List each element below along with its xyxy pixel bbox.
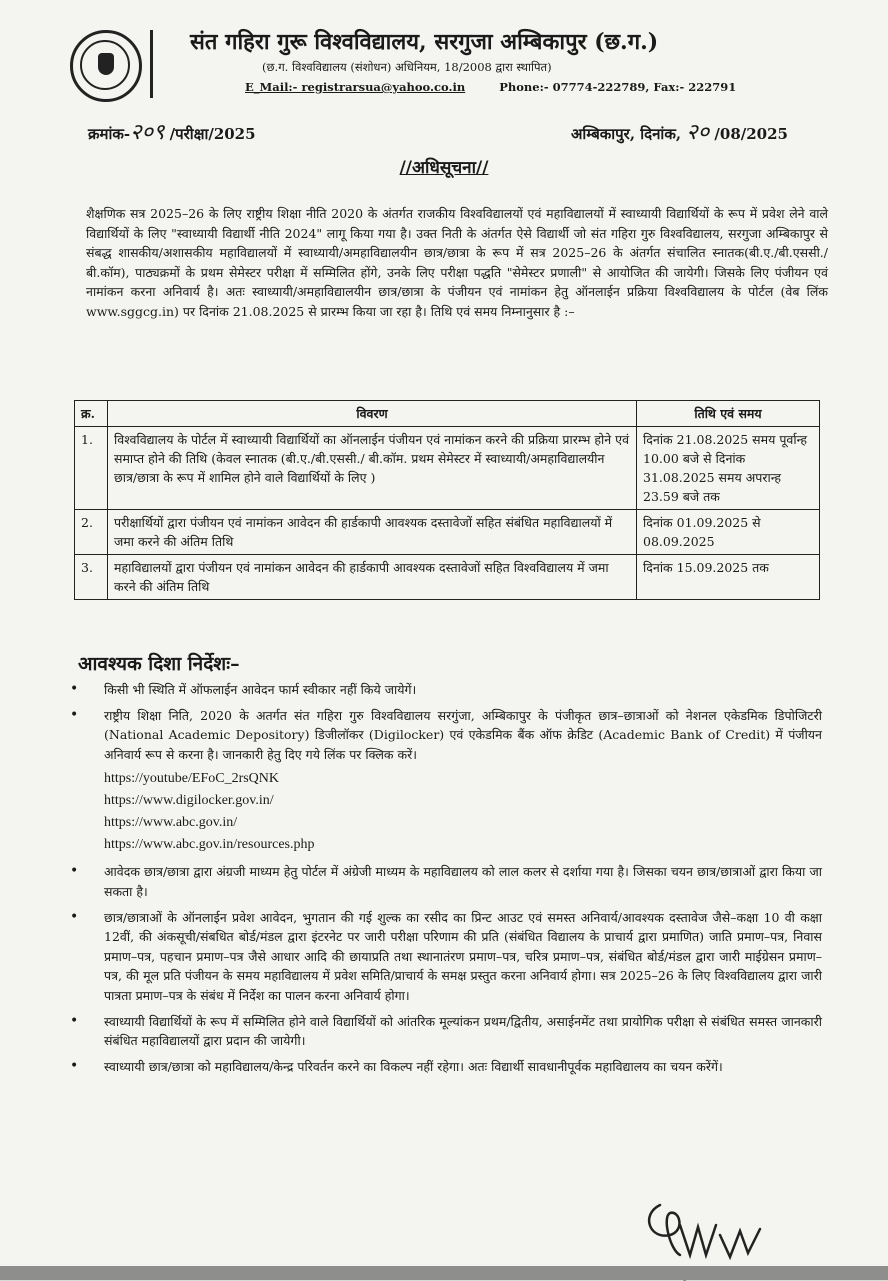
row-date: दिनांक 21.08.2025 समय पूर्वान्ह 10.00 बजे से दिनांक 31.08.2025 समय अपरान्ह 23.59 बजे तक bbox=[637, 427, 820, 510]
row-date: दिनांक 15.09.2025 तक bbox=[637, 555, 820, 600]
reference-number: क्रमांक-२०९ /परीक्षा/2025 bbox=[88, 120, 256, 145]
bullet-icon: • bbox=[70, 706, 79, 723]
guideline-text: स्वाध्यायी विद्यार्थियों के रूप में सम्मिलित होने वाले विद्यार्थियों को आंतरिक मूल्यांकन प्रथम/द्वितीय, असाईनमेंट तथा प्रायोगिक परीक्षा से संबंधित समस्त जानकारी संबंधित महाविद्यालयों द्वारा प्रदान की जायेगी। bbox=[104, 1013, 822, 1049]
guidelines-list bbox=[70, 680, 822, 1082]
abc-link[interactable]: https://www.abc.gov.in/ bbox=[104, 815, 238, 831]
list-item bbox=[70, 680, 822, 700]
abc-resources-link[interactable]: https://www.abc.gov.in/resources.php bbox=[104, 837, 315, 853]
digilocker-link[interactable]: https://www.digilocker.gov.in/ bbox=[104, 793, 274, 809]
reference-line bbox=[88, 116, 788, 146]
bullet-icon: • bbox=[70, 1012, 79, 1029]
youtube-link[interactable]: https://youtube/EFoC_2rsQNK bbox=[104, 771, 280, 787]
schedule-table bbox=[74, 400, 820, 600]
list-item bbox=[70, 908, 822, 1006]
letterhead bbox=[0, 0, 888, 100]
header-divider bbox=[150, 30, 153, 98]
row-detail: महाविद्यालयों द्वारा पंजीयन एवं नामांकन आवेदन की हार्डकापी आवश्यक दस्तावेजों सहित विश्वविद्यालय में जमा करने की अंतिम तिथि bbox=[108, 555, 637, 600]
place-date: अम्बिकापुर, दिनांक, २० /08/2025 bbox=[570, 120, 788, 145]
list-item bbox=[70, 1057, 822, 1077]
intro-paragraph: शैक्षणिक सत्र 2025–26 के लिए राष्ट्रीय शिक्षा नीति 2020 के अंतर्गत राजकीय विश्वविद्यालयों एवं महाविद्यालयों में स्वाध्यायी विद्यार्थियों के रूप में प्रवेश लेने वाले विद्यार्थियों के लिए "स्वाध्यायी विद्यार्थी नीति 2024" लागू किया गया है। उक्त निती के अंतर्गत ऐसे विद्यार्थी जो संत गहिरा गुरु विश्वविद्यालय, सरगुजा अम्बिकापुर से संबद्ध शासकीय/अशासकीय महाविद्यालयों में स्वाध्यायी/अमहाविद्यालयीन छात्र/छात्रा के रूप में सत्र 2025–26 के अंतर्गत संचालित स्नातक(बी.ए./बी.एससी./बी.कॉम), पाठ्यक्रमों के प्रथम सेमेस्टर परीक्षा में सम्मिलित होंगे, उनके लिए परीक्षा पद्धति "सेमेस्टर प्रणाली" से आयोजित की जायेगी। जिसके लिए पंजीयन एवं नामांकन करना अनिवार्य है। अतः स्वाध्यायी/अमहाविद्यालयीन छात्र/छात्रा के पंजीयन एवं नामांकन हेतु ऑनलाईन प्रक्रिया विश्वविद्यालय के पोर्टल (वेब लिंक www.sggcg.in) पर दिनांक 21.08.2025 से प्रारम्भ किया जा रहा है। तिथि एवं समय निम्नानुसार है :– bbox=[86, 206, 828, 319]
notice-title: //अधिसूचना// bbox=[399, 158, 489, 178]
row-detail: विश्वविद्यालय के पोर्टल में स्वाध्यायी विद्यार्थियों का ऑनलाईन पंजीयन एवं नामांकन करने की प्रक्रिया प्रारम्भ होने एवं समाप्त होने की तिथि (केवल स्नातक (बी.ए./बी.एससी./ बी.कॉम. प्रथम सेमेस्टर में स्वाध्यायी/अमहाविद्यालयीन छात्र/छात्रा के रूप में शामिल होने वाले विद्यार्थियों के लिए ) bbox=[108, 427, 637, 510]
university-seal-icon bbox=[70, 30, 142, 102]
guidelines-heading: आवश्यक दिशा निर्देशः– bbox=[78, 653, 240, 675]
email[interactable]: E_Mail:- registrarsua@yahoo.co.in bbox=[245, 80, 466, 94]
table-header-row bbox=[75, 401, 820, 427]
bullet-icon: • bbox=[70, 1057, 79, 1074]
page-bottom-band bbox=[0, 1266, 888, 1280]
bullet-icon: • bbox=[70, 863, 79, 880]
table-row bbox=[75, 427, 820, 510]
signature-icon bbox=[640, 1195, 780, 1265]
list-item bbox=[70, 1012, 822, 1051]
guideline-text: आवेदक छात्र/छात्रा द्वारा अंग्रजी माध्यम हेतु पोर्टल में अंग्रेजी माध्यम के महाविद्यालय को लाल कलर से दर्शाया गया है। जिसका चयन छात्र/छात्राओं द्वारा किया जा सकता है। bbox=[104, 864, 822, 899]
phone-fax: Phone:- 07774-222789, Fax:- 222791 bbox=[499, 80, 737, 94]
guideline-text: छात्र/छात्राओं के ऑनलाईन प्रवेश आवेदन, भुगतान की गई शुल्क का रसीद का प्रिन्ट आउट एवं समस्त अनिवार्य/आवश्यक दस्तावेज जैसे–कक्षा 10 वी कक्षा 12वीं, की अंकसूची/संबधित बोर्ड/मंडल द्वारा इंटरनेट पर जारी परीक्षा परिणाम की प्रति (संबंधित विद्यालय के प्राचार्य द्वारा प्रमाणित) जाति प्रमाण–पत्र, निवास प्रमाण–पत्र, पहचान प्रमाण–पत्र जैसे आधार आदि की छायाप्रति तथा स्थानातंरण प्रमाण–पत्र, चरित्र प्रमाण–पत्र, संबंधित बोर्ड/मंडल द्वारा जारी माईग्रेसन प्रमाण–पत्र, की मूल प्रति पंजीयन के समय महाविद्यालय में प्रवेश समिति/प्राचार्य के समक्ष प्रस्तुत करना अनिवार्य होगा। सत्र 2025–26 के लिए विश्वविद्यालय द्वारा जारी पात्रता प्रमाण–पत्र के संबंध में निर्देश का पालन करना अनिवार्य होगा। bbox=[104, 909, 822, 1003]
table-row bbox=[75, 555, 820, 600]
row-number: 3. bbox=[75, 555, 108, 600]
table-row bbox=[75, 510, 820, 555]
bullet-icon: • bbox=[70, 908, 79, 925]
university-name: संत गहिरा गुरू विश्वविद्यालय, सरगुजा अम्बिकापुर (छ.ग.) bbox=[190, 29, 659, 55]
row-detail: परीक्षार्थियों द्वारा पंजीयन एवं नामांकन आवेदन की हार्डकापी आवश्यक दस्तावेजों सहित संबंधित महाविद्यालयों में जमा करने की अंतिम तिथि bbox=[108, 510, 637, 555]
col-header-no: क्र. bbox=[75, 401, 108, 427]
bullet-icon: • bbox=[70, 681, 79, 697]
row-number: 1. bbox=[75, 427, 108, 510]
contact-line bbox=[245, 80, 736, 94]
row-number: 2. bbox=[75, 510, 108, 555]
col-header-detail: विवरण bbox=[108, 401, 637, 427]
guideline-text: किसी भी स्थिति में ऑफलाईन आवेदन फार्म स्वीकार नहीं किये जायेगें। bbox=[104, 682, 417, 697]
row-date: दिनांक 01.09.2025 से 08.09.2025 bbox=[637, 510, 820, 555]
col-header-date: तिथि एवं समय bbox=[637, 401, 820, 427]
list-item bbox=[70, 862, 822, 901]
establishment-act: (छ.ग. विश्वविद्यालय (संशोधन) अधिनियम, 18/2008 द्वारा स्थापित) bbox=[262, 60, 552, 74]
guideline-text: स्वाध्यायी छात्र/छात्रा को महाविद्यालय/केन्द्र परिवर्तन करने का विकल्प नहीं रहेगा। अतः विद्यार्थी सावधानीपूर्वक महाविद्यालय का चयन करेंगें। bbox=[104, 1058, 723, 1074]
reference-links bbox=[104, 768, 822, 856]
guideline-text: राष्ट्रीय शिक्षा निति, 2020 के अतर्गत संत गहिरा गुरु विश्वविद्यालय सरगुंजा, अम्बिकापुर के पंजीकृत छात्र–छात्राओं को नेशनल एकेडमिक डिपोजिटरी (National Academic Depository) डिजीलॉकर (Digilocker) एवं एकेडमिक बैंक ऑफ क्रेडिट (Academic Bank of Credit) में पंजीयन अनिवार्य रूप से करना है। जानकारी हेतु दिए गये लिंक पर क्लिक करें। bbox=[104, 707, 822, 762]
list-item bbox=[70, 706, 822, 857]
